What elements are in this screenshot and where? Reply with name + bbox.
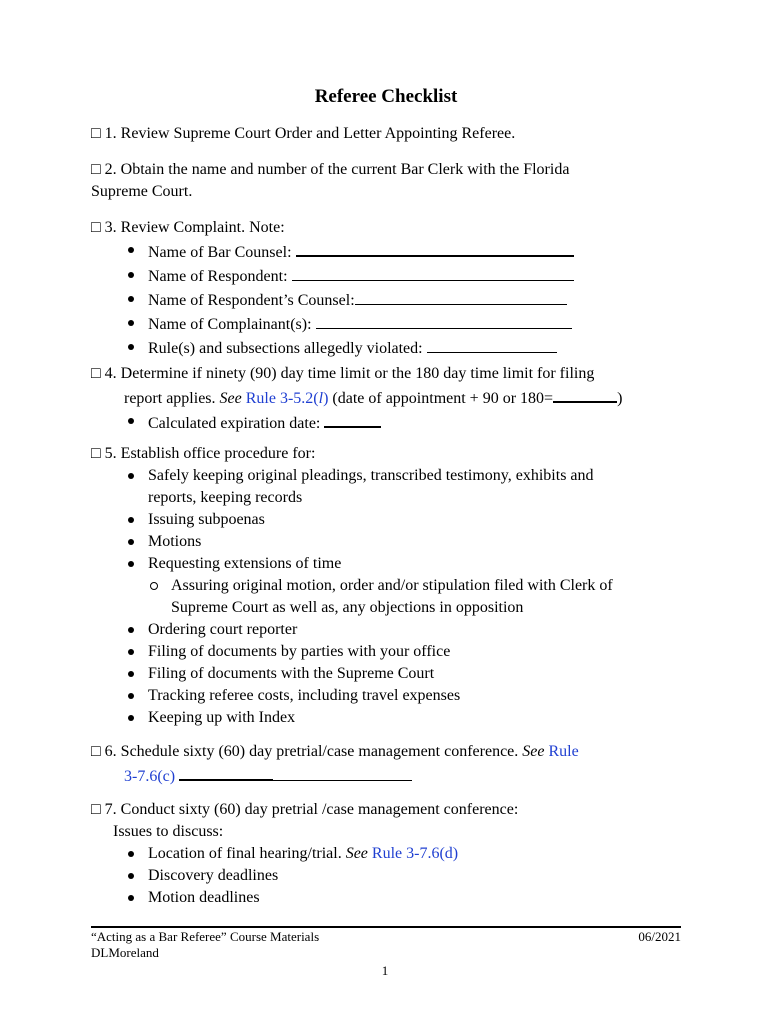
checklist-item-4: □ 4. Determine if ninety (90) day time limit or the 180 day time limit for filing report applies. See Rule 3-5.2(l) (date of appointment + 90 or 180= ) Calculated expiration date: xyxy=(91,363,681,435)
item-text: 1. Review Supreme Court Order and Letter Appointing Referee. xyxy=(104,125,516,142)
list-item: Motion deadlines xyxy=(91,887,681,909)
rule-3-7-6c-link-start[interactable]: Rule xyxy=(548,743,579,760)
fill-in-blank[interactable] xyxy=(179,763,273,781)
list-item: Rule(s) and subsections allegedly violated: xyxy=(91,336,681,360)
checkbox-icon[interactable]: □ xyxy=(91,445,101,462)
fill-in-blank[interactable] xyxy=(296,239,574,257)
list-item: Ordering court reporter xyxy=(91,619,681,641)
checklist-item-5 xyxy=(91,443,681,729)
fill-in-blank[interactable] xyxy=(355,288,567,305)
list-item: Tracking referee costs, including travel expenses xyxy=(91,685,681,707)
item-subheading: Issues to discuss: xyxy=(113,823,224,840)
note-list xyxy=(91,239,681,360)
checkbox-icon[interactable]: □ xyxy=(91,365,101,382)
list-item: Safely keeping original pleadings, transcribed testimony, exhibits and xyxy=(91,465,681,487)
item-text-continued: Supreme Court. xyxy=(91,183,193,200)
footer-author: DLMoreland xyxy=(91,945,159,960)
fill-in-blank[interactable] xyxy=(273,764,412,781)
list-item: Issuing subpoenas xyxy=(91,509,681,531)
fill-in-blank[interactable] xyxy=(292,264,574,281)
list-item: Filing of documents with the Supreme Court xyxy=(91,663,681,685)
footer-course-title: “Acting as a Bar Referee” Course Materials xyxy=(91,929,320,944)
sub-list-item: Assuring original motion, order and/or stipulation filed with Clerk of xyxy=(91,575,681,597)
list-item-continued: reports, keeping records xyxy=(148,489,303,506)
list-item: Name of Respondent: xyxy=(91,264,681,288)
checkbox-icon[interactable]: □ xyxy=(91,219,101,236)
fill-in-blank[interactable] xyxy=(316,312,572,329)
list-item: Discovery deadlines xyxy=(91,865,681,887)
list-item: Name of Complainant(s): xyxy=(91,312,681,336)
checkbox-icon[interactable]: □ xyxy=(91,125,101,142)
rule-3-7-6c-link[interactable]: 3-7.6(c) xyxy=(124,768,176,785)
fill-in-blank[interactable] xyxy=(324,410,381,428)
item-text: 7. Conduct sixty (60) day pretrial /case management conference: xyxy=(104,801,519,818)
item-4-list xyxy=(91,410,681,435)
checkbox-icon[interactable]: □ xyxy=(91,161,101,178)
item-text: 2. Obtain the name and number of the current Bar Clerk with the Florida xyxy=(104,161,570,178)
page-number: 1 xyxy=(381,963,389,978)
issues-list xyxy=(91,843,681,909)
list-item: Name of Respondent’s Counsel: xyxy=(91,288,681,312)
footer-divider xyxy=(91,926,681,928)
checkbox-icon[interactable]: □ xyxy=(91,801,101,818)
item-text: 4. Determine if ninety (90) day time limit or the 180 day time limit for filing xyxy=(104,365,595,382)
checkbox-icon[interactable]: □ xyxy=(91,743,101,760)
item-text: 5. Establish office procedure for: xyxy=(104,445,316,462)
checklist-item-3 xyxy=(91,217,681,360)
footer-date: 06/2021 xyxy=(638,929,681,944)
checklist-item-1 xyxy=(91,123,681,145)
item-text: 3. Review Complaint. Note: xyxy=(104,219,285,236)
fill-in-blank[interactable] xyxy=(427,336,557,353)
procedure-list xyxy=(91,465,681,729)
list-item: Location of final hearing/trial. See Rule 3-7.6(d) xyxy=(91,843,681,865)
list-item: Motions xyxy=(91,531,681,553)
sub-list-item-continued: Supreme Court as well as, any objections in opposition xyxy=(171,599,524,616)
page-title: Referee Checklist xyxy=(314,86,458,107)
rule-3-7-6d-link[interactable]: Rule 3-7.6(d) xyxy=(371,845,459,862)
rule-3-5-2-link[interactable]: Rule 3-5.2(l) xyxy=(245,390,329,407)
checklist-item-6: □ 6. Schedule sixty (60) day pretrial/case management conference. See Rule 3-7.6(c) xyxy=(91,743,579,785)
fill-in-blank[interactable] xyxy=(553,385,617,403)
item-text: 6. Schedule sixty (60) day pretrial/case management conference. xyxy=(104,743,519,760)
list-item: Requesting extensions of time xyxy=(91,553,681,575)
list-item: Filing of documents by parties with your office xyxy=(91,641,681,663)
list-item: Keeping up with Index xyxy=(91,707,681,729)
footer-credits xyxy=(91,929,319,961)
checklist-item-7 xyxy=(91,799,681,909)
list-item: Calculated expiration date: xyxy=(91,410,681,435)
checklist-item-2 xyxy=(91,159,681,203)
list-item: Name of Bar Counsel: xyxy=(91,239,681,264)
